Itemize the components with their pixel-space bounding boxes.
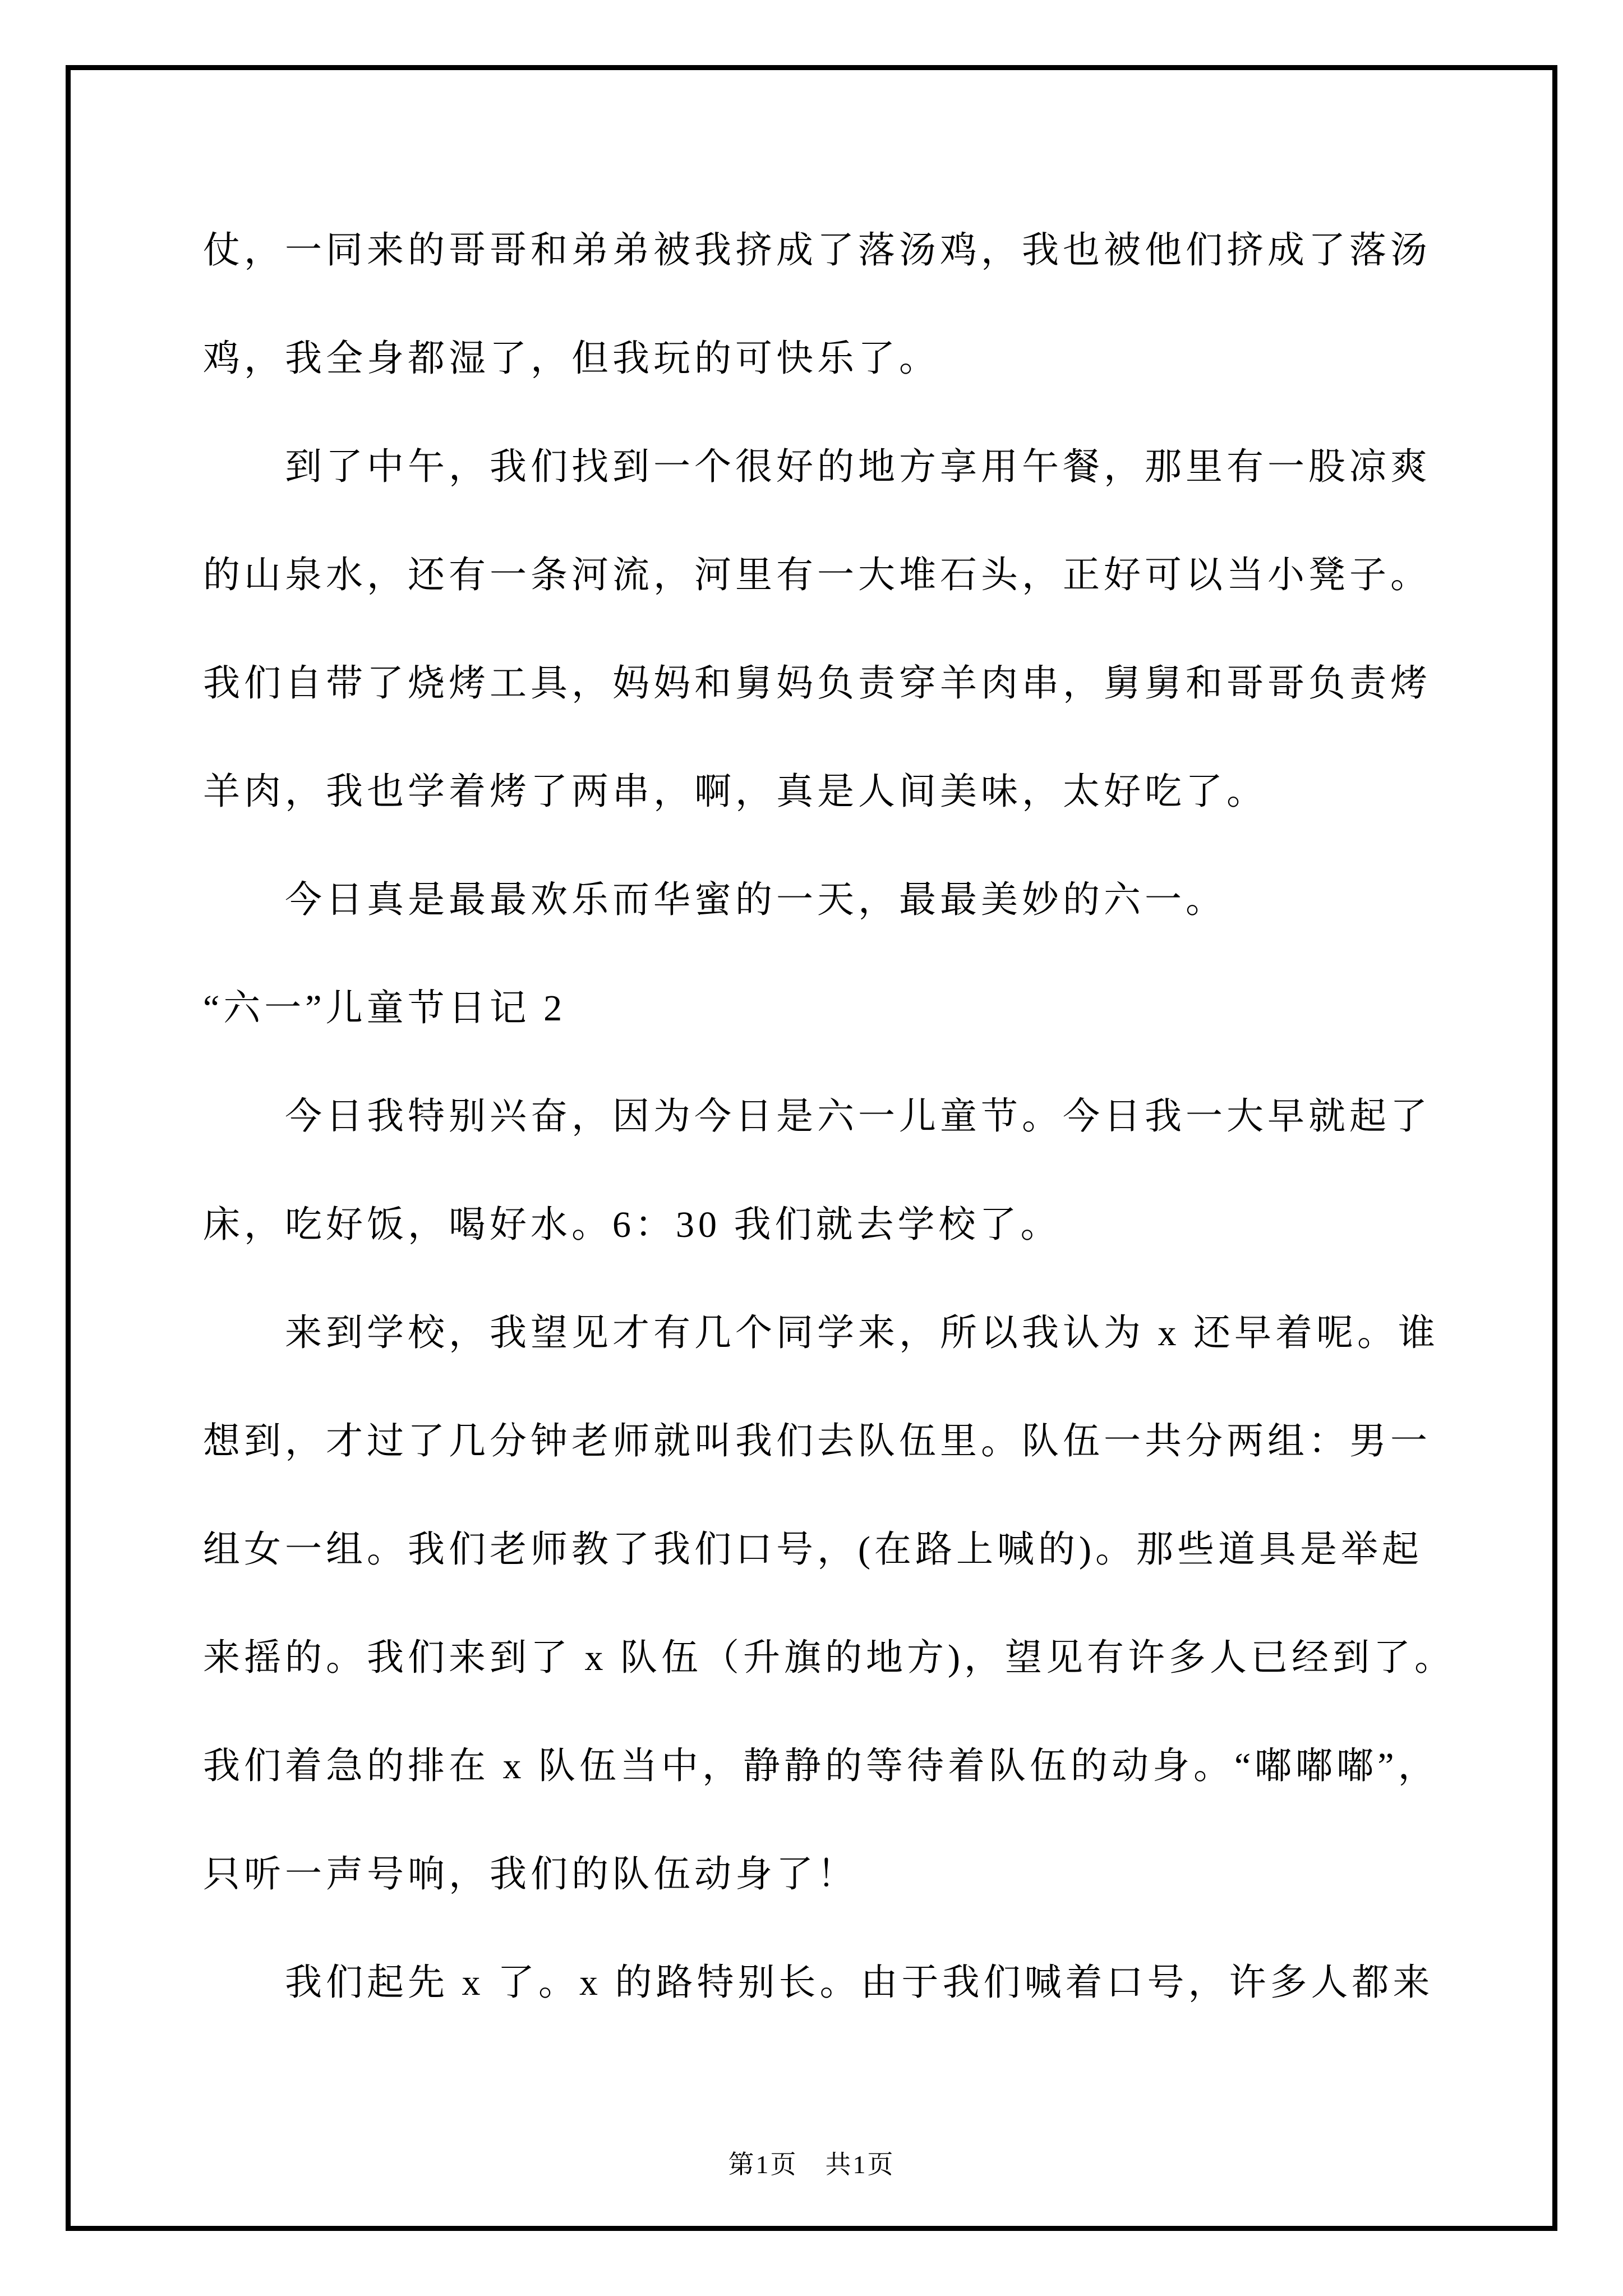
text-line: 羊肉，我也学着烤了两串，啊，真是人间美味，太好吃了。 (203, 771, 1267, 812)
page-number-text: 第1页 共1页 (728, 2150, 895, 2179)
page-footer (0, 2144, 1623, 2181)
text-line: 组女一组。我们老师教了我们口号，(在路上喊的)。那些道具是举起 (203, 1529, 1423, 1570)
text-line: 只听一声号响，我们的队伍动身了！ (203, 1854, 858, 1895)
text-line: 来摇的。我们来到了 x 队伍（升旗的地方)，望见有许多人已经到了。 (203, 1637, 1455, 1678)
text-line: 鸡，我全身都湿了，但我玩的可快乐了。 (203, 338, 940, 379)
text-line: 我们自带了烧烤工具，妈妈和舅妈负责穿羊肉串，舅舅和哥哥负责烤 (203, 663, 1431, 704)
text-line: 的山泉水，还有一条河流，河里有一大堆石头，正好可以当小凳子。 (203, 555, 1431, 596)
text-line: 我们起先 x 了。x 的路特别长。由于我们喊着口号，许多人都来 (285, 1962, 1434, 2003)
section-heading: “六一”儿童节日记 2 (203, 988, 566, 1029)
text-line: 仗，一同来的哥哥和弟弟被我挤成了落汤鸡，我也被他们挤成了落汤 (203, 230, 1431, 271)
text-line: 来到学校，我望见才有几个同学来，所以我认为 x 还早着呢。谁 (285, 1313, 1439, 1354)
text-line: 想到，才过了几分钟老师就叫我们去队伍里。队伍一共分两组：男一 (203, 1421, 1431, 1462)
text-line: 床，吃好饭，喝好水。6：30 我们就去学校了。 (203, 1204, 1062, 1245)
text-line: 到了中午，我们找到一个很好的地方享用午餐，那里有一股凉爽 (285, 447, 1431, 487)
text-line: 我们着急的排在 x 队伍当中，静静的等待着队伍的动身。“嘟嘟嘟”， (203, 1746, 1439, 1787)
text-line: 今日真是最最欢乐而华蜜的一天，最最美妙的六一。 (285, 880, 1227, 921)
document-body (203, 196, 1476, 2037)
text-line: 今日我特别兴奋，因为今日是六一儿童节。今日我一大早就起了 (285, 1096, 1431, 1137)
